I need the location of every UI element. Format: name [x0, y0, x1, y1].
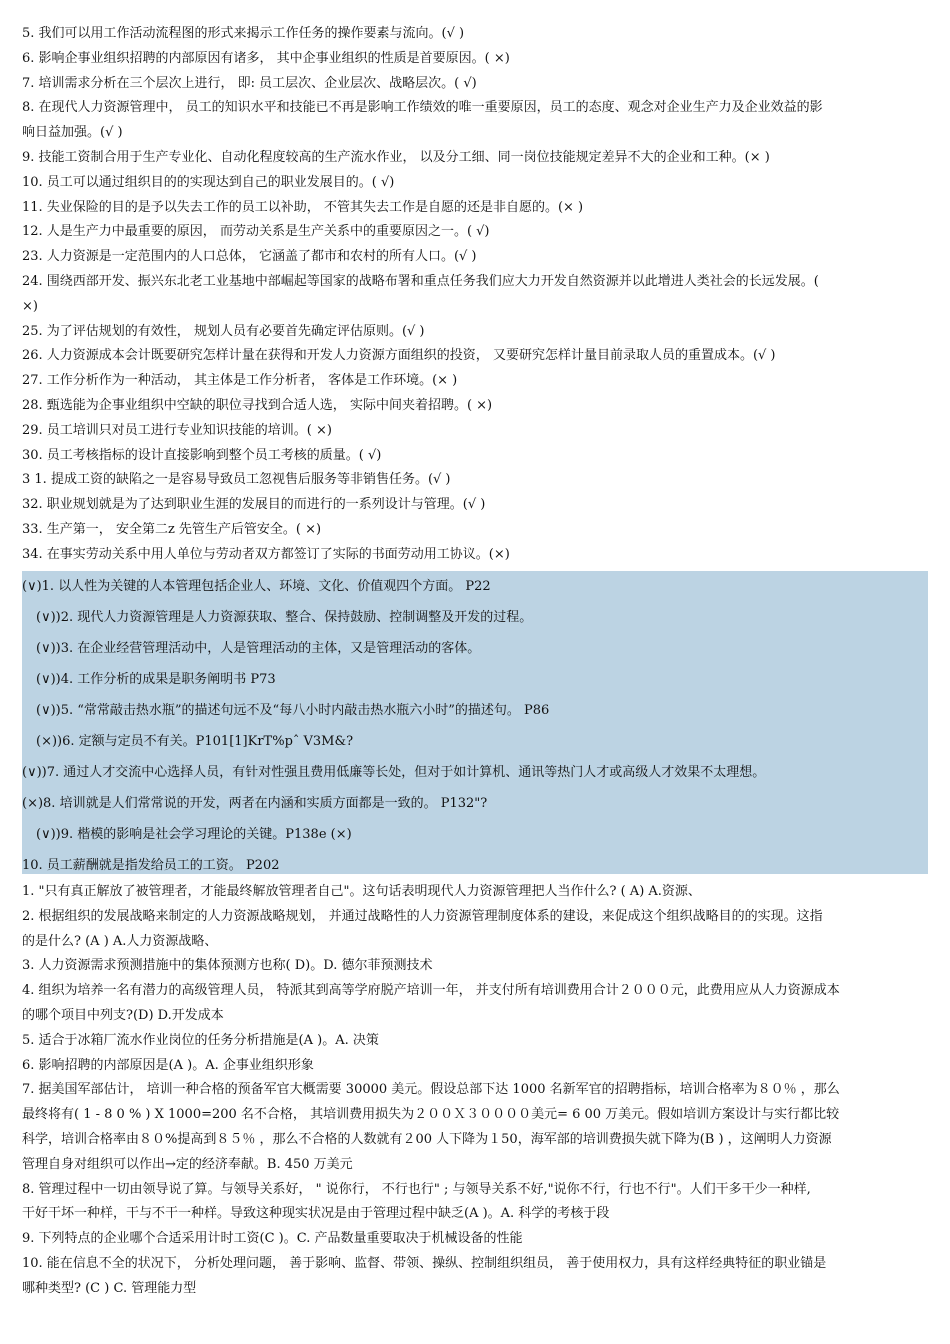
tf-item-line: 25. 为了评估规划的有效性， 规划人员有必要首先确定评估原则。(√ ) [22, 323, 425, 339]
highlight-item-line: (∨))2. 现代人力资源管理是人力资源获取、整合、保持鼓励、控制调整及开发的过程。 [36, 610, 533, 625]
mc-item-line: 的是什么? (A ) A.人力资源战略、 [22, 933, 218, 949]
tf-item-line: 27. 工作分析作为一种活动， 其主体是工作分析者， 客体是工作环境。(× ) [22, 373, 458, 389]
mc-item-line: 5. 适合于冰箱厂流水作业岗位的任务分析措施是(A )。A. 决策 [22, 1032, 379, 1048]
multiple-choice-section [22, 880, 928, 1302]
highlight-item-line: (∨))9. 楷模的影响是社会学习理论的关键。P138e (×) [36, 827, 352, 842]
tf-item-line: 7. 培训需求分析在三个层次上进行， 即: 员工层次、企业层次、战略层次。( √) [22, 75, 477, 91]
tf-item-line: 5. 我们可以用工作活动流程图的形式来揭示工作任务的操作要素与流向。(√ ) [22, 26, 465, 41]
mc-item-line: 8. 管理过程中一切由领导说了算。与领导关系好， " 说你行， 不行也行" ; 与领导关系不好,"说你不行，行也不行"。人们干多干少一种样, [22, 1181, 811, 1197]
tf-item-line: 10. 员工可以通过组织目的的实现达到自己的职业发展目的。( √) [22, 174, 395, 190]
true-false-section [0, 22, 950, 568]
highlight-item-line: (∨)1. 以人性为关键的人本管理包括企业人、环境、文化、价值观四个方面。 P22 [22, 579, 491, 594]
mc-item-line: 1. "只有真正解放了被管理者，才能最终解放管理者自己"。这句话表明现代人力资源管理把人当作什么? ( A) A.资源、 [22, 884, 701, 899]
tf-item-line: 28. 甄选能为企事业组织中空缺的职位寻找到合适人选， 实际中间夹着招聘。( ×) [22, 397, 493, 413]
tf-item-line: 30. 员工考核指标的设计直接影响到整个员工考核的质量。( √) [22, 447, 382, 463]
mc-item-line: 干好干坏一种样，干与不干一种样。导致这种现实状况是由于管理过程中缺乏(A )。A. 科学的考核于段 [22, 1206, 610, 1222]
highlight-item-line: 10. 员工薪酬就是指发给员工的工资。 P202 [22, 858, 280, 873]
mc-item-line: 9. 下列特点的企业哪个合适采用计时工资(C )。C. 产品数量重要取决于机械设备的性能 [22, 1231, 523, 1247]
tf-item-line: ×) [22, 298, 38, 314]
tf-item-line: 3 1. 提成工资的缺陷之一是容易导致员工忽视售后服务等非销售任务。(√ ) [22, 472, 451, 488]
tf-item-line: 9. 技能工资制合用于生产专业化、自动化程度较高的生产流水作业， 以及分工细、同一岗位技能规定差异不大的企业和工种。(× ) [22, 149, 770, 165]
tf-item-line: 34. 在事实劳动关系中用人单位与劳动者双方都签订了实际的书面劳动用工协议。(×) [22, 546, 510, 562]
mc-item-line: 3. 人力资源需求预测措施中的集体预测方也称( D)。D. 德尔菲预测技术 [22, 958, 433, 974]
tf-item-line: 26. 人力资源成本会计既要研究怎样计量在获得和开发人力资源方面组织的投资， 又要研究怎样计量目前录取人员的重置成本。(√ ) [22, 348, 776, 364]
mc-item-line: 的哪个项目中列支?(D) D.开发成本 [22, 1007, 224, 1023]
tf-item-line: 8. 在现代人力资源管理中， 员工的知识水平和技能已不再是影响工作绩效的唯一重要原因，员工的态度、观念对企业生产力及企业效益的影 [22, 100, 823, 116]
tf-item-line: 24. 围绕西部开发、振兴东北老工业基地中部崛起等国家的战略布署和重点任务我们应大力开发自然资源并以此增进人类社会的长远发展。( [22, 273, 819, 289]
tf-item-line: 12. 人是生产力中最重要的原因， 而劳动关系是生产关系中的重要原因之一。( √) [22, 224, 490, 240]
highlight-item-line: (∨))3. 在企业经营管理活动中，人是管理活动的主体，又是管理活动的客体。 [36, 641, 481, 656]
highlighted-answer-block [22, 571, 928, 874]
mc-item-line: 6. 影响招聘的内部原因是(A )。A. 企事业组织形象 [22, 1057, 314, 1073]
mc-item-line: 最终将有( 1 - 8 0 % ) X 1000=200 名不合格， 其培训费用损失为２００Ｘ３００００美元= 6 00 万美元。假如培训方案设计与实行都比较 [22, 1107, 840, 1123]
highlight-item-line: (∨))4. 工作分析的成果是职务阐明书 P73 [36, 672, 276, 687]
tf-item-line: 23. 人力资源是一定范围内的人口总体， 它涵盖了都市和农村的所有人口。(√ ) [22, 249, 477, 265]
highlight-item-line: (×))6. 定额与定员不有关。P101[1]KrT%pˆ V3M&? [36, 734, 354, 749]
highlight-item-line: (∨))7. 通过人才交流中心选择人员，有针对性强且费用低廉等长处，但对于如计算机、通讯等热门人才或高级人才效果不太理想。 [22, 765, 766, 780]
mc-item-line: 2. 根据组织的发展战略来制定的人力资源战略规划， 并通过战略性的人力资源管理制度体系的建设，来促成这个组织战略目的的实现。这指 [22, 908, 823, 924]
tf-item-line: 29. 员工培训只对员工进行专业知识技能的培训。( ×) [22, 422, 332, 438]
tf-item-line: 响日益加强。(√ ) [22, 125, 123, 141]
highlight-item-line: (×)8. 培训就是人们常常说的开发，两者在内涵和实质方面都是一致的。 P132"? [22, 796, 488, 811]
mc-item-line: 10. 能在信息不全的状况下， 分析处理问题， 善于影响、监督、带领、操纵、控制组织组员， 善于使用权力，具有这样经典特征的职业锚是 [22, 1255, 827, 1271]
tf-item-line: 32. 职业规划就是为了达到职业生涯的发展目的而进行的一系列设计与管理。(√ ) [22, 497, 486, 513]
mc-item-line: 科学，培训合格率由８０%提高到８５％ ，那么不合格的人数就有２00 人下降为１50，海军部的培训费损失就下降为(B ) ，这阐明人力资源 [22, 1131, 832, 1147]
tf-item-line: 33. 生产第一， 安全第二z 先管生产后管安全。( ×) [22, 521, 322, 537]
mc-item-line: 哪种类型? (C ) C. 管理能力型 [22, 1280, 197, 1296]
tf-item-line: 6. 影响企事业组织招聘的内部原因有诸多， 其中企事业组织的性质是首要原因。( ×) [22, 50, 510, 66]
mc-item-line: 4. 组织为培养一名有潜力的高级管理人员， 特派其到高等学府脱产培训一年， 并支付所有培训费用合计２０００元，此费用应从人力资源成本 [22, 983, 840, 999]
mc-item-line: 管理自身对组织可以作出→定的经济奉献。B. 450 万美元 [22, 1156, 353, 1172]
tf-item-line: 11. 失业保险的目的是予以失去工作的员工以补助， 不管其失去工作是自愿的还是非自愿的。(× ) [22, 199, 584, 215]
mc-item-line: 7. 据美国军部估计， 培训一种合格的预备军官大概需要 30000 美元。假设总部下达 1000 名新军官的招聘指标，培训合格率为８０％ ，那么 [22, 1082, 840, 1098]
highlight-item-line: (∨))5. “常常敲击热水瓶”的描述句远不及“每八小时内敲击热水瓶六小时”的描述句。 P86 [36, 703, 550, 718]
